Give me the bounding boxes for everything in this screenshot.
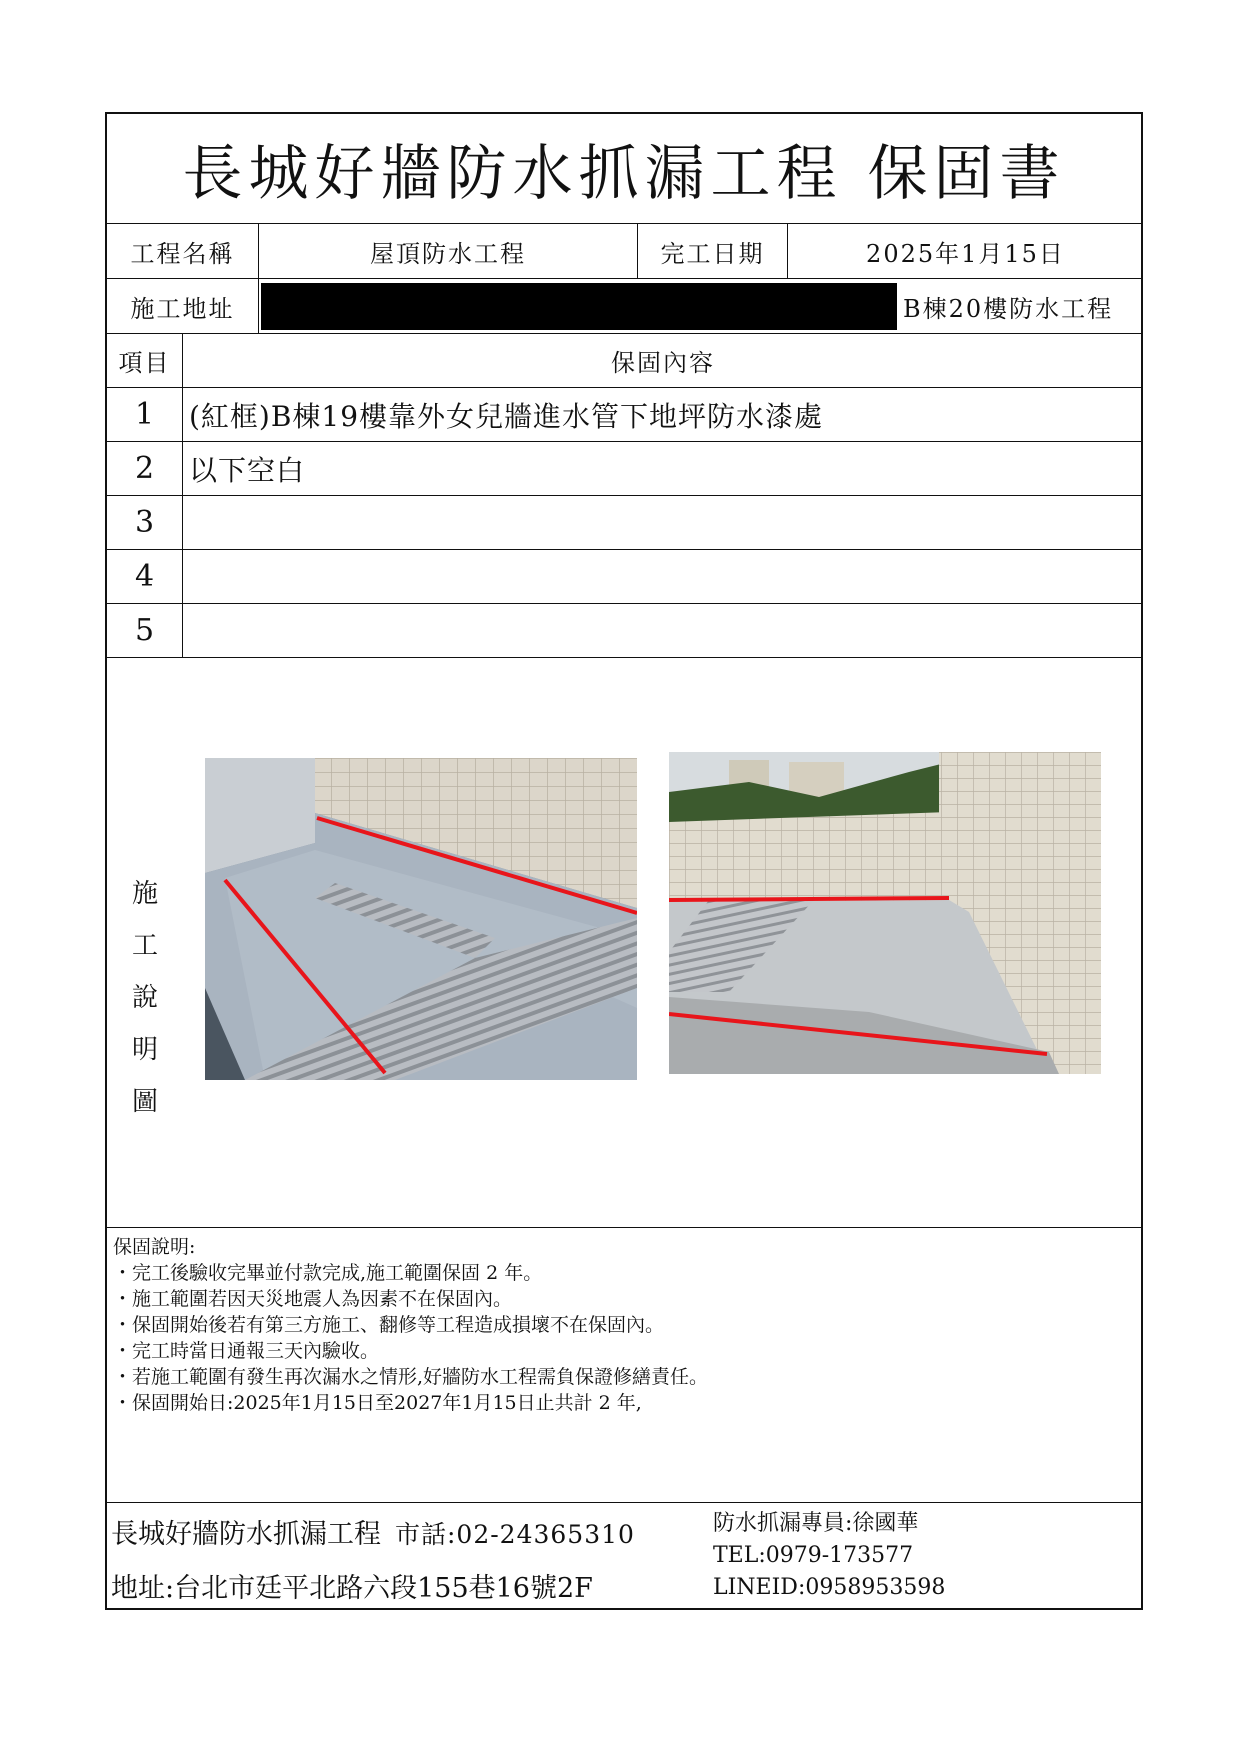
items-header xyxy=(107,334,1141,388)
site-photo-2 xyxy=(669,752,1101,1074)
footer-address: 地址:台北市廷平北路六段155巷16號2F xyxy=(111,1573,593,1604)
table-row xyxy=(107,550,1141,604)
title-row xyxy=(107,114,1141,224)
warranty-note-line: ・若施工範圍有發生再次漏水之情形,好牆防水工程需負保證修繕責任。 xyxy=(113,1366,709,1388)
site-photo-2-image xyxy=(669,752,1101,1074)
footer-divider xyxy=(107,1502,1141,1503)
address-suffix: B棟20樓防水工程 xyxy=(903,294,1114,323)
item-content: 以下空白 xyxy=(189,453,306,487)
item-number: 5 xyxy=(107,604,183,657)
warranty-note-line: ・完工後驗收完畢並付款完成,施工範圍保固 2 年。 xyxy=(113,1262,543,1284)
address-label: 施工地址 xyxy=(107,279,259,333)
date-label: 完工日期 xyxy=(638,224,788,278)
item-number: 4 xyxy=(107,550,183,603)
diagram-label-char: 圖 xyxy=(131,1087,158,1117)
redaction-bar xyxy=(261,283,897,330)
warranty-note-line: ・保固開始後若有第三方施工、翻修等工程造成損壞不在保固內。 xyxy=(113,1314,665,1336)
warranty-note-line: ・施工範圍若因天災地震人為因素不在保固內。 xyxy=(113,1288,513,1310)
date-value: 2025年1月15日 xyxy=(866,239,1065,268)
project-value: 屋頂防水工程 xyxy=(259,224,638,278)
project-label: 工程名稱 xyxy=(107,224,259,278)
table-row xyxy=(107,388,1141,442)
footer-lineid: LINEID:0958953598 xyxy=(713,1575,946,1600)
item-number: 2 xyxy=(107,442,183,495)
col-content-header: 保固內容 xyxy=(611,349,715,377)
table-row xyxy=(107,604,1141,658)
document-title: 長城好牆防水抓漏工程 保固書 xyxy=(182,138,1066,209)
warranty-notes-heading: 保固說明: xyxy=(113,1236,196,1258)
site-photo-1-image xyxy=(205,758,637,1080)
address-redacted xyxy=(259,279,899,333)
diagram-label-char: 說 xyxy=(131,983,158,1013)
warranty-document xyxy=(105,112,1143,1610)
item-content xyxy=(183,604,1143,657)
site-photo-1 xyxy=(205,758,637,1080)
footer-phone: 市話:02-24365310 xyxy=(395,1520,635,1549)
diagram-section xyxy=(107,658,1141,1228)
footer-specialist: 防水抓漏專員:徐國華 xyxy=(713,1511,919,1536)
diagram-label-char: 明 xyxy=(131,1035,158,1065)
table-row xyxy=(107,442,1141,496)
diagram-label xyxy=(125,868,165,1128)
footer-company: 長城好牆防水抓漏工程 xyxy=(111,1519,381,1550)
footer-company-line xyxy=(111,1512,635,1551)
item-content xyxy=(183,550,1143,603)
item-number: 3 xyxy=(107,496,183,549)
warranty-note-line: ・保固開始日:2025年1月15日至2027年1月15日止共計 2 年, xyxy=(113,1392,642,1414)
project-row xyxy=(107,224,1141,279)
item-number: 1 xyxy=(107,388,183,441)
footer-contact xyxy=(713,1508,945,1604)
col-item-header: 項目 xyxy=(107,334,183,387)
warranty-notes xyxy=(113,1234,1133,1416)
footer-tel: TEL:0979-173577 xyxy=(713,1543,914,1568)
warranty-note-line: ・完工時當日通報三天內驗收。 xyxy=(113,1340,380,1362)
item-content: (紅框)B棟19樓靠外女兒牆進水管下地坪防水漆處 xyxy=(189,399,824,433)
diagram-label-char: 工 xyxy=(131,931,158,961)
item-content xyxy=(183,496,1143,549)
table-row xyxy=(107,496,1141,550)
diagram-label-char: 施 xyxy=(131,879,158,909)
address-row xyxy=(107,279,1141,334)
